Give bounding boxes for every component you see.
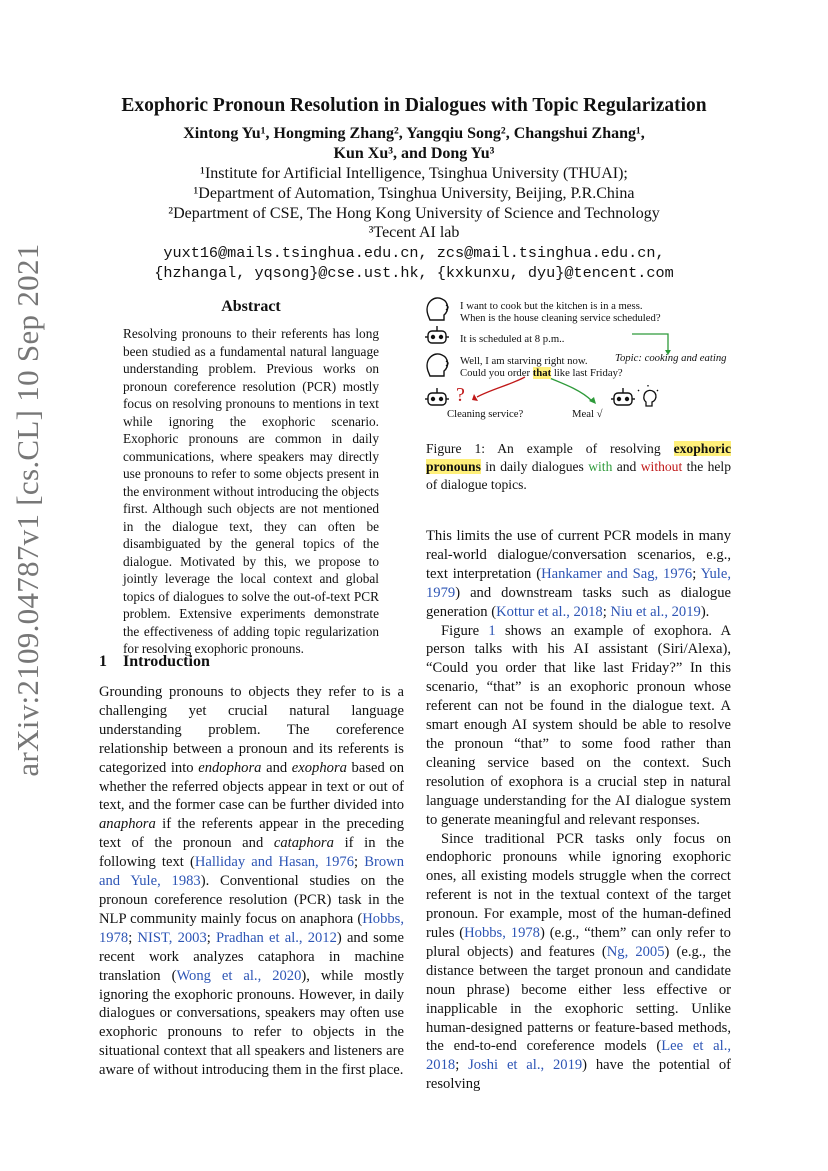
abstract-heading: Abstract [221,298,281,315]
paragraph: Figure 1 shows an example of exophora. A person talks with his AI assistant (Siri/Alexa), “Could you order that like last Friday?” In this scenario, “that” is an exophoric pronoun whose referent can not be found in the dialogue text. A smart enough AI system should be able to resolve the pronoun “that” to some food rather than cleaning service based on the context. Such resolution of exophora is a crucial step in natural language understanding for the AI dialogue system to generate meaningful and relevant responses. [426,622,731,828]
paper-title: Exophoric Pronoun Resolution in Dialogues with Topic Regularization [121,95,707,116]
dialogue-line-1: I want to cook but the kitchen is in a mess. [460,300,643,312]
email-line-1: yuxt16@mails.tsinghua.edu.cn, zcs@mail.tsinghua.edu.cn, [163,244,665,262]
citation-link[interactable]: Halliday and Hasan, 1976 [194,854,355,871]
affiliation-2: ¹Department of Automation, Tsinghua University, Beijing, P.R.China [193,185,635,202]
user-avatar-icon [427,298,448,320]
wrong-referent-arrow [472,377,525,401]
robot-icon [425,326,449,343]
citation-link[interactable]: Kottur et al., 2018 [496,603,603,620]
cleaning-service-label: Cleaning service? [447,408,524,420]
dialogue-line-4: Well, I am starving right now. [460,355,588,367]
figure-caption: Figure 1: An example of resolving exophoric pronouns in daily dialogues with and without the help of dialogue topics. [426,441,731,492]
intro-paragraph: Grounding pronouns to objects they refer to is a challenging yet crucial natural language understanding problem. The coreference relationship between a pronoun and its referents is categorized into endophora and exophora based on whether the referred objects appear in text or out of text, and the former case can be further divided into anaphora if the referents appear in the preceding text of the pronoun and cataphora if in the following text (Halliday and Hasan, 1976; Brown and Yule, 1983). Conventional studies on the pronoun coreference resolution (PCR) task in the NLP community mainly focus on anaphora (Hobbs, 1978; NIST, 2003; Pradhan et al., 2012) and some recent work analyzes cataphora in machine translation (Wong et al., 2020), while mostly ignoring the exophoric pronouns. However, in daily dialogues or conversations, speakers may often use exophoric pronouns to refer to objects in the situational context that all speakers and listeners are aware of without introducing them in the first place. [99,684,404,1079]
question-mark: ? [456,384,465,406]
caption-highlight: exophoric pronouns [426,441,731,474]
authors-line-2: Kun Xu³, and Dong Yu³ [333,145,495,162]
section-title: Introduction [123,653,210,670]
email-line-2: {hzhangal, yqsong}@cse.ust.hk, {kxkunxu, dyu}@tencent.com [154,264,674,282]
paragraph: This limits the use of current PCR models in many real-world dialogue/conversation scenarios, e.g., text interpretation (Hankamer and Sag, 1976; Yule, 1979) and downstream tasks such as dialogue generation (Kottur et al., 2018; Niu et al., 2019). [426,528,731,620]
right-column-text [426,527,731,1094]
citation-link[interactable]: Joshi et al., 2019 [468,1057,583,1074]
highlighted-pronoun: that [532,367,552,379]
correct-referent-arrow [547,377,596,404]
citation-link[interactable]: Lee et al., 2018 [426,1038,731,1074]
affiliation-3: ²Department of CSE, The Hong Kong University of Science and Technology [168,205,660,222]
citation-link[interactable]: Niu et al., 2019 [610,603,701,620]
user-avatar-icon [427,354,448,376]
citation-link[interactable]: Wong et al., 2020 [176,967,302,984]
citation-link[interactable]: Pradhan et al., 2012 [216,929,337,946]
authors-line-1: Xintong Yu¹, Hongming Zhang², Yangqiu Song², Changshui Zhang¹, [183,125,645,142]
section-number: 1 [99,653,107,670]
citation-link[interactable]: Yule, 1979 [426,565,731,601]
paragraph: Since traditional PCR tasks only focus on endophoric pronouns while ignoring exophoric ones, all existing models struggle when the correct referent is not in the textual context of the target pronoun. For example, most of the human-defined rules (Hobbs, 1978) (e.g., “them” can only refer to plural objects) and features (Ng, 2005) (e.g., the distance between the target pronoun and candidate noun phrase) become either less effective or inapplicable in the exophoric setting. Unlike human-designed patterns or feature-based methods, the end-to-end coreference models (Lee et al., 2018; Joshi et al., 2019) have the potential of resolving [426,830,731,1093]
dialogue-line-5: Could you order that like last Friday? [460,367,623,379]
abstract-text: Resolving pronouns to their referents has long been studied as a fundamental natural language understanding problem. Previous works on pronoun coreference resolution (PCR) mostly focus on resolving pronouns to mentions in text while ignoring the exophoric scenario. Exophoric pronouns are common in daily communications, where speakers may directly use pronouns to refer to some objects present in the environment without introducing the objects first. Although such objects are not mentioned in the dialogue text, they can often be disambiguated by the general topics of the dialogue. Motivated by this, we propose to jointly leverage the local context and global topics of dialogues to solve the out-of-text PCR problem. Extensive experiments demonstrate the effectiveness of adding topic regularization for resolving exophoric pronouns. [123,326,379,656]
section-heading [99,653,210,671]
figure-1 [422,293,740,425]
figure-ref-link[interactable]: 1 [488,622,496,639]
lightbulb-icon [638,385,658,406]
robot-icon [611,388,635,405]
citation-link[interactable]: Hobbs, 1978 [99,910,404,946]
citation-link[interactable]: Hobbs, 1978 [464,925,540,942]
meal-label: Meal √ [572,408,603,420]
citation-link[interactable]: Hankamer and Sag, 1976 [541,565,693,582]
topic-label: Topic: cooking and eating [615,352,727,364]
arxiv-stamp: arXiv:2109.04787v1 [cs.CL] 10 Sep 2021 [10,243,45,777]
affiliation-4: ³Tecent AI lab [368,224,460,241]
dialogue-line-3: It is scheduled at 8 p.m.. [460,333,565,345]
robot-icon [425,388,449,405]
citation-link[interactable]: NIST, 2003 [137,929,207,946]
dialogue-line-2: When is the house cleaning service scheduled? [460,312,661,324]
citation-link[interactable]: Brown and Yule, 1983 [99,854,404,890]
citation-link[interactable]: Ng, 2005 [606,943,665,960]
affiliation-1: ¹Institute for Artificial Intelligence, Tsinghua University (THUAI); [200,165,628,182]
